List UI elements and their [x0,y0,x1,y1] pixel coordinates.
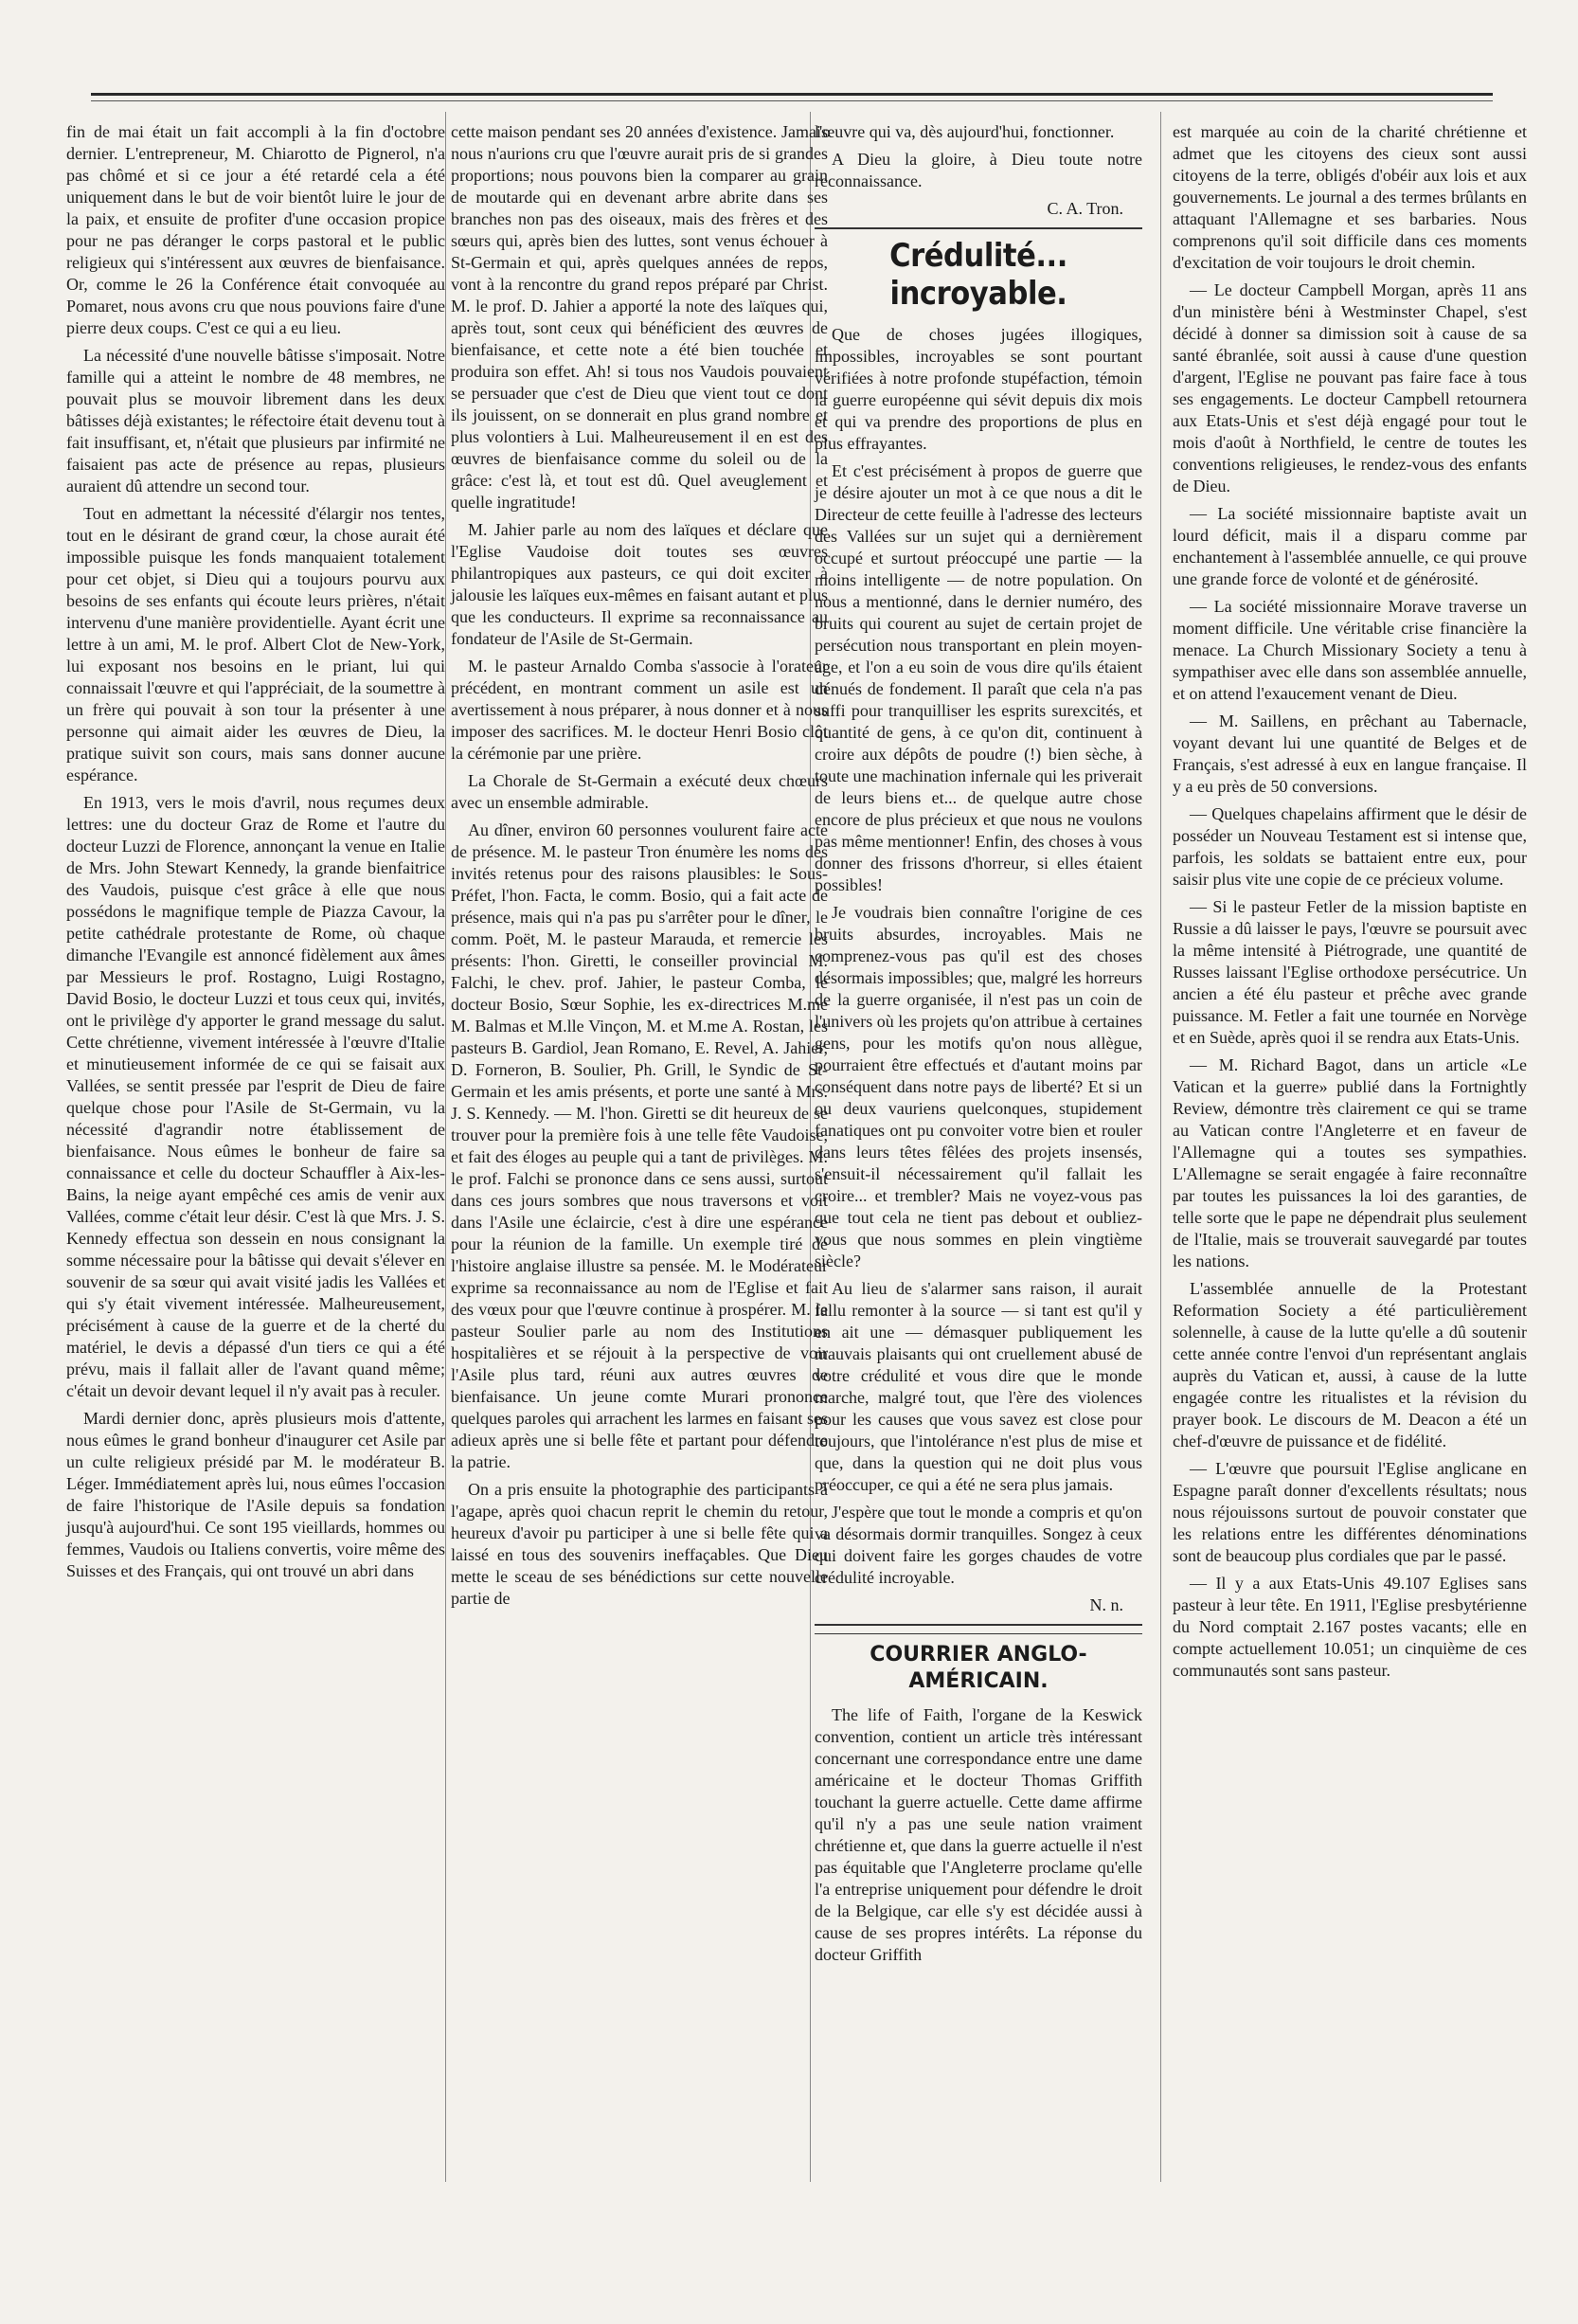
column-divider [1160,112,1161,2182]
paragraph: M. le pasteur Arnaldo Comba s'associe à l'orateur précédent, en montrant comment un asile est un avertissement à nous préparer, à nous donner et à nous imposer des sacrifices. M. le docteur Henri Bosio clôt la cérémonie par une prière. [451,657,828,763]
paragraph: est marquée au coin de la charité chrétienne et admet que les citoyens des cieux sont aussi citoyens de la terre, obligés d'obéir aux lois et aux gouvernements. Le journal a des termes brûlants en attaquant l'Allemagne et ses barbaries. Nous comprenons qu'il soit difficile dans ces moments d'excitation de voir toujours le droit chemin. [1173,122,1527,272]
paragraph: Au dîner, environ 60 personnes voulurent faire acte de présence. M. le pasteur Tron énumère les noms des invités retenus pour des raisons plausibles: le Sous-Préfet, l'hon. Facta, le comm. Bosio, qui a fait acte de présence, mais qui n'a pas pu s'arrêter pour le dîner, le comm. Poët, M. le pasteur Marauda, et remercie les présents: l'hon. Giretti, le conseiller provincial M. Falchi, le chev. prof. Jahier, le pasteur Comba, le docteur Bosio, Sœur Sophie, les ex-directrices M.me M. Balmas et M.lle Vinçon, M. et M.me A. Rostan, les pasteurs B. Gardiol, Jean Romano, E. Revel, A. Jahier, D. Forneron, B. Soulier, Ph. Grill, le Syndic de St-Germain et les amis présents, et porte une santé à Mrs. J. S. Kennedy. — M. l'hon. Giretti se dit heureux de se trouver pour la première fois à une telle fête Vaudoise, et fait des éloges au peuple qui a tant de privilèges. M. le prof. Falchi se prononce dans ce sens aussi, surtout dans ces jours sombres que nous traversons et voit dans l'Asile une éclaircie, c'est à dire une espérance pour la réunion de la famille. Un exemple tiré de l'histoire anglaise illustre sa pensée. M. le Modérateur exprime sa reconnaissance au nom de l'Eglise et fait des vœux pour que l'œuvre continue à prospérer. M. le pasteur Soulier parle au nom des Institutions hospitalières et se réjouit à la perspective de voir l'Asile plus tard, réuni aux autres œuvres de bienfaisance. Un jeune comte Murari prononce quelques paroles qui arrachent les larmes en faisant ses adieux après une si belle fête et partant pour défendre la patrie. [451,820,828,1471]
article-headline: COURRIER ANGLO-AMÉRICAIN. [870,1643,1087,1693]
section-rule [815,1633,1142,1634]
column-4 [1173,121,1527,1687]
paragraph: L'assemblée annuelle de la Protestant Reformation Society a été particulièrement solennelle, à cause de la lutte qu'elle a dû soutenir cette année contre l'envoi d'un représentant anglais auprès du Vatican et, aussi, à cause de la lutte engagée contre les ritualistes et la révision du prayer book. Le discours de M. Deacon a été un chef-d'œuvre de puissance et de fidélité. [1173,1279,1527,1450]
paragraph: — La société missionnaire Morave traverse un moment difficile. Une véritable crise financière la menace. La Church Missionary Society a tenu à sympathiser avec elle dans son assemblée annuelle, et on attend l'exaucement venant de Dieu. [1173,597,1527,703]
column-1 [66,121,445,1588]
paragraph: fin de mai était un fait accompli à la fin d'octobre dernier. L'entrepreneur, M. Chiarotto de Pignerol, n'a pas chômé et si ce jour a été retardé cela a été uniquement dans le but de voir bientôt luire le jour de la paix, et ensuite de profiter d'une occasion propice pour ne pas déranger le corps pastoral et le public religieux qui s'intéressent aux œuvres de bienfaisance. Or, comme le 26 la Conférence était convoquée au Pomaret, nous avons cru que nous pouvions faire d'une pierre deux coups. C'est ce qui a eu lieu. [66,122,445,337]
paragraph: — L'œuvre que poursuit l'Eglise anglicane en Espagne paraît donner d'excellents résultats; nous nous réjouissons surtout de pouvoir constater que les relations entre les différentes dénominations sont de beaucoup plus cordiales que par le passé. [1173,1459,1527,1565]
paragraph: — Le docteur Campbell Morgan, après 11 ans d'un ministère béni à Westminster Chapel, s'est décidé à donner sa dimission soit à cause de sa santé ébranlée, soit aussi à cause d'une question d'argent, l'Eglise ne pouvant pas faire face à tous ses engagements. Le docteur Campbell retournera aux Etats-Unis et s'est déjà engagé pour tout le mois d'août à Northfield, le centre de toutes les conventions religieuses, le rendez-vous des enfants de Dieu. [1173,280,1527,495]
paragraph: Tout en admettant la nécessité d'élargir nos tentes, tout en le désirant de grand cœur, la chose aurait été impossible puisque les fonds manquaient totalement pour cet objet, si Dieu qui a toujours pourvu aux besoins de ses enfants qui écoute leurs prières, n'était intervenu d'une manière providentielle. Ayant écrit une lettre à un ami, M. le prof. Albert Clot de New-York, lui exposant nos besoins en le priant, lui qui connaissait l'œuvre et qui l'appréciait, de la soumettre à un frère qui pouvait à son tour la présenter à une personne qui aimait aider les œuvres de Dieu, la pratique suivit son cours, mais sans donner aucune espérance. [66,504,445,784]
paragraph: — Si le pasteur Fetler de la mission baptiste en Russie a dû laisser le pays, l'œuvre se poursuit avec la même intensité à Piétrograde, une quantité de Russes laissant l'Eglise orthodoxe persécutrice. Un ancien a été élu pasteur et prêche avec grande puissance. M. Fetler a fait une tournée en Norvège et en Suède, après quoi il se rendra aux Etats-Unis. [1173,897,1527,1047]
paragraph: Mardi dernier donc, après plusieurs mois d'attente, nous eûmes le grand bonheur d'inaugurer cet Asile par un culte religieux présidé par M. le modérateur B. Léger. Immédiatement après lui, nous eûmes l'occasion de faire l'historique de l'Asile depuis sa fondation jusqu'à aujourd'hui. Ce sont 195 vieillards, hommes ou femmes, Vaudois ou Italiens convertis, voire même des Suisses et des Français, qui ont trouvé un abri dans [66,1409,445,1580]
paragraph: — M. Richard Bagot, dans un article «Le Vatican et la guerre» publié dans la Fortnightly Review, démontre très clairement ce qui se trame au Vatican contre l'Angleterre et en faveur de l'Allemagne qui a toutes ses sympathies. L'Allemagne se serait engagée à faire reconnaître par toutes les puissances la loi des garanties, de telle sorte que le pape ne dépendrait plus seulement de l'Italie, mais se trouverait sauvegardé par toutes les nations. [1173,1055,1527,1270]
paragraph: — La société missionnaire baptiste avait un lourd déficit, mais il a disparu comme par enchantement à l'assemblée annuelle, ce qui prouve une grande force de volonté et de générosité. [1173,504,1527,588]
paragraph: On a pris ensuite la photographie des participants à l'agape, après quoi chacun reprit le chemin du retour, heureux d'avoir pu participer à une si belle fête qui a laissé en tous des souvenirs ineffaçables. Que Dieu mette le sceau de ses bénédictions sur cette nouvelle partie de [451,1480,828,1608]
column-2 [451,121,828,1615]
paragraph: l'œuvre qui va, dès aujourd'hui, fonctionner. [815,122,1115,141]
section-rule [815,227,1142,229]
paragraph: A Dieu la gloire, à Dieu toute notre reconnaissance. [815,150,1142,190]
paragraph: M. Jahier parle au nom des laïques et déclare que l'Eglise Vaudoise doit toutes ses œuvres philantropiques aux pasteurs, ce qui doit exciter à jalousie les laïques eux-mêmes en faisant autant et plus que les conducteurs. Il exprime sa reconnaissance au fondateur de l'Asile de St-Germain. [451,520,828,648]
paragraph: The life of Faith, l'organe de la Keswick convention, contient un article très intéressant concernant une correspondance entre une dame américaine et le docteur Thomas Griffith touchant la guerre actuelle. Cette dame affirme qu'il n'y a pas une seule nation vraiment chrétienne et, que dans la guerre actuelle il n'est pas équitable que l'Angleterre proclame qu'elle l'a entreprise uniquement pour défendre le droit de la Belgique, car elle s'y est décidée aussi à cause de ses propres intérêts. La réponse du docteur Griffith [815,1705,1142,1964]
signature: C. A. Tron. [1047,199,1123,218]
column-3 [815,121,1142,1972]
paragraph: — Quelques chapelains affirment que le désir de posséder un Nouveau Testament est si intense que, parfois, les soldats se battaient entre eux, pour saisir plus vite une copie de ce précieux volume. [1173,804,1527,889]
paragraph: La nécessité d'une nouvelle bâtisse s'imposait. Notre famille qui a atteint le nombre de 48 membres, ne pouvait plus se mouvoir librement dans les deux bâtisses déjà existantes; le réfectoire était devenu tout à fait insuffisant, et, n'était que plusieurs par infirmité ne faisaient pas acte de présence au repas, plusieurs auraient dû attendre un second tour. [66,346,445,495]
paragraph: — Il y a aux Etats-Unis 49.107 Eglises sans pasteur à leur tête. En 1911, l'Eglise presbytérienne du Nord comptait 2.167 postes vacants; elle en compte actuellement 10.051; un cinquième de ces communautés sont sans pasteur. [1173,1574,1527,1680]
paragraph: Que de choses jugées illogiques, impossibles, incroyables se sont pourtant vérifiées à notre profonde stupéfaction, témoin la guerre européenne qui sévit depuis dix mois et qui va prendre des proportions de plus en plus effrayantes. [815,325,1142,453]
signature: N. n. [1089,1595,1123,1614]
article-headline: Crédulité... incroyable. [889,237,1067,313]
paragraph: En 1913, vers le mois d'avril, nous reçumes deux lettres: une du docteur Graz de Rome et l'autre du docteur Luzzi de Florence, annonçant la venue en Italie de Mrs. John Stewart Kennedy, la grande bienfaitrice des Vaudois, puisque c'est grâce à elle que nous possédons le magnifique temple de Piazza Cavour, la petite cathédrale protestante de Rome, où chaque dimanche l'Evangile est annoncé fidèlement aux âmes par Messieurs le prof. Rostagno, Luigi Rostagno, David Bosio, le docteur Luzzi et tous ceux qui, invités, ont le privilège d'y apporter le grand message du salut. Cette chrétienne, vivement intéressée à l'œuvre d'Italie et minutieusement informée de ce qui se faisait aux Vallées, se sentit pressée par l'esprit de Dieu de faire quelque chose pour l'Asile de St-Germain, vu la nécessité d'agrandir notre établissement de bienfaisance. Nous eûmes le bonheur de faire sa connaissance et celle du docteur Schauffler à Aix-les-Bains, la neige ayant empêché ces amis de venir aux Vallées, comme c'était leur désir. C'est là que Mrs. J. S. Kennedy effectua son dessein en nous consignant la somme nécessaire pour la bâtisse qui devait s'élever en souvenir de sa sœur qui avait visité jadis les Vallées et qui s'y était vivement intéressée. Malheureusement, précisément à cause de la guerre et de la cherté du matériel, le devis a dépassé d'un tiers ce qui a été prévu, mais il fallait aller de l'avant quand même; c'était un devoir devant lequel il n'y avait pas à reculer. [66,793,445,1400]
paragraph: Et c'est précisément à propos de guerre que je désire ajouter un mot à ce que nous a dit le Directeur de cette feuille à l'adresse des lecteurs des Vallées sur un sujet qui a dernièrement occupé et surtout préoccupé une partie — la moins intelligente — de notre population. On nous a mentionné, dans le dernier numéro, des bruits qui courent au sujet de certain projet de persécution nous transportant en plein moyen-âge, et l'on a eu soin de vous dire qu'ils étaient dénués de fondement. Il paraît que cela n'a pas suffi pour tranquilliser les esprits surexcités, et quantité de gens, à ce qu'on dit, continuent à croire aux dépôts de poudre (!) bien sèche, à toute une machination infernale qui les priverait de leurs biens et... de quelque autre chose encore de plus précieux et que nous ne voulons pas même mentionner! Enfin, des choses à vous donner des frissons d'horreur, si elles étaient possibles! [815,461,1142,894]
top-rule [91,93,1493,96]
paragraph: J'espère que tout le monde a compris et qu'on va désormais dormir tranquilles. Songez à ceux qui doivent faire les gorges chaudes de votre crédulité incroyable. [815,1503,1142,1587]
paragraph: cette maison pendant ses 20 années d'existence. Jamais nous n'aurions cru que l'œuvre aurait pris de si grandes proportions; nous pouvons bien la comparer au grain de moutarde qui en devenant arbre abrite dans ses branches non pas des oiseaux, mais des frères et des sœurs qui, après bien des luttes, sont venus échouer à St-Germain et qui, après quelques années de repos, vont à la rencontre du grand repos préparé par Christ. M. le prof. D. Jahier a apporté la note des laïques qui, après tout, sont ceux qui bénéficient des œuvres de bienfaisance, et cette note a été bien touchée et produira son effet. Ah! si tous nos Vaudois pouvaient se persuader que c'est de Dieu que vient tout ce dont ils jouissent, on se donnerait en plus grand nombre et plus volontiers à Lui. Malheureusement il en est des œuvres de bienfaisance comme du soleil ou de la grâce: c'est là, et tout est dû. Quel aveuglement et quelle ingratitude! [451,122,828,512]
paragraph: — M. Saillens, en prêchant au Tabernacle, voyant devant lui une quantité de Belges et de Français, s'est adressé à eux en langue française. Il y a eu près de 50 conversions. [1173,712,1527,796]
paragraph: Je voudrais bien connaître l'origine de ces bruits absurdes, incroyables. Mais ne comprenez-vous pas qu'il est des choses désormais impossibles; que, malgré les horreurs de la guerre organisée, il n'est pas un coin de l'univers où les projets qu'on attribue à certaines gens, pour les motifs qu'on nous allègue, pourraient être effectués et d'autant moins par conséquent dans notre pays de liberté? Et si un ou deux vauriens quelconques, stupidement fanatiques ont pu convoiter votre bien et rouler dans leurs têtes fêlées des projets insensés, s'ensuit-il nécessairement qu'il fallait les croire... et trembler? Mais ne voyez-vous pas que tout cela ne tient pas debout et oubliez-vous que nous sommes en plein vingtième siècle? [815,903,1142,1270]
paragraph: La Chorale de St-Germain a exécuté deux chœurs avec un ensemble admirable. [451,771,828,812]
top-rule-thin [91,100,1493,101]
section-rule [815,1624,1142,1626]
column-divider [445,112,446,2182]
paragraph: Au lieu de s'alarmer sans raison, il aurait fallu remonter à la source — si tant est qu'il y en ait une — démasquer publiquement les mauvais plaisants qui ont cruellement abusé de votre crédulité et vous dire que le monde marche, malgré tout, que l'ère des violences pour les causes que vous savez est close pour toujours, que l'intolérance n'est plus de mise et que, dans la question qui ne doit plus vous préoccuper, ce qui a été ne sera plus jamais. [815,1279,1142,1494]
